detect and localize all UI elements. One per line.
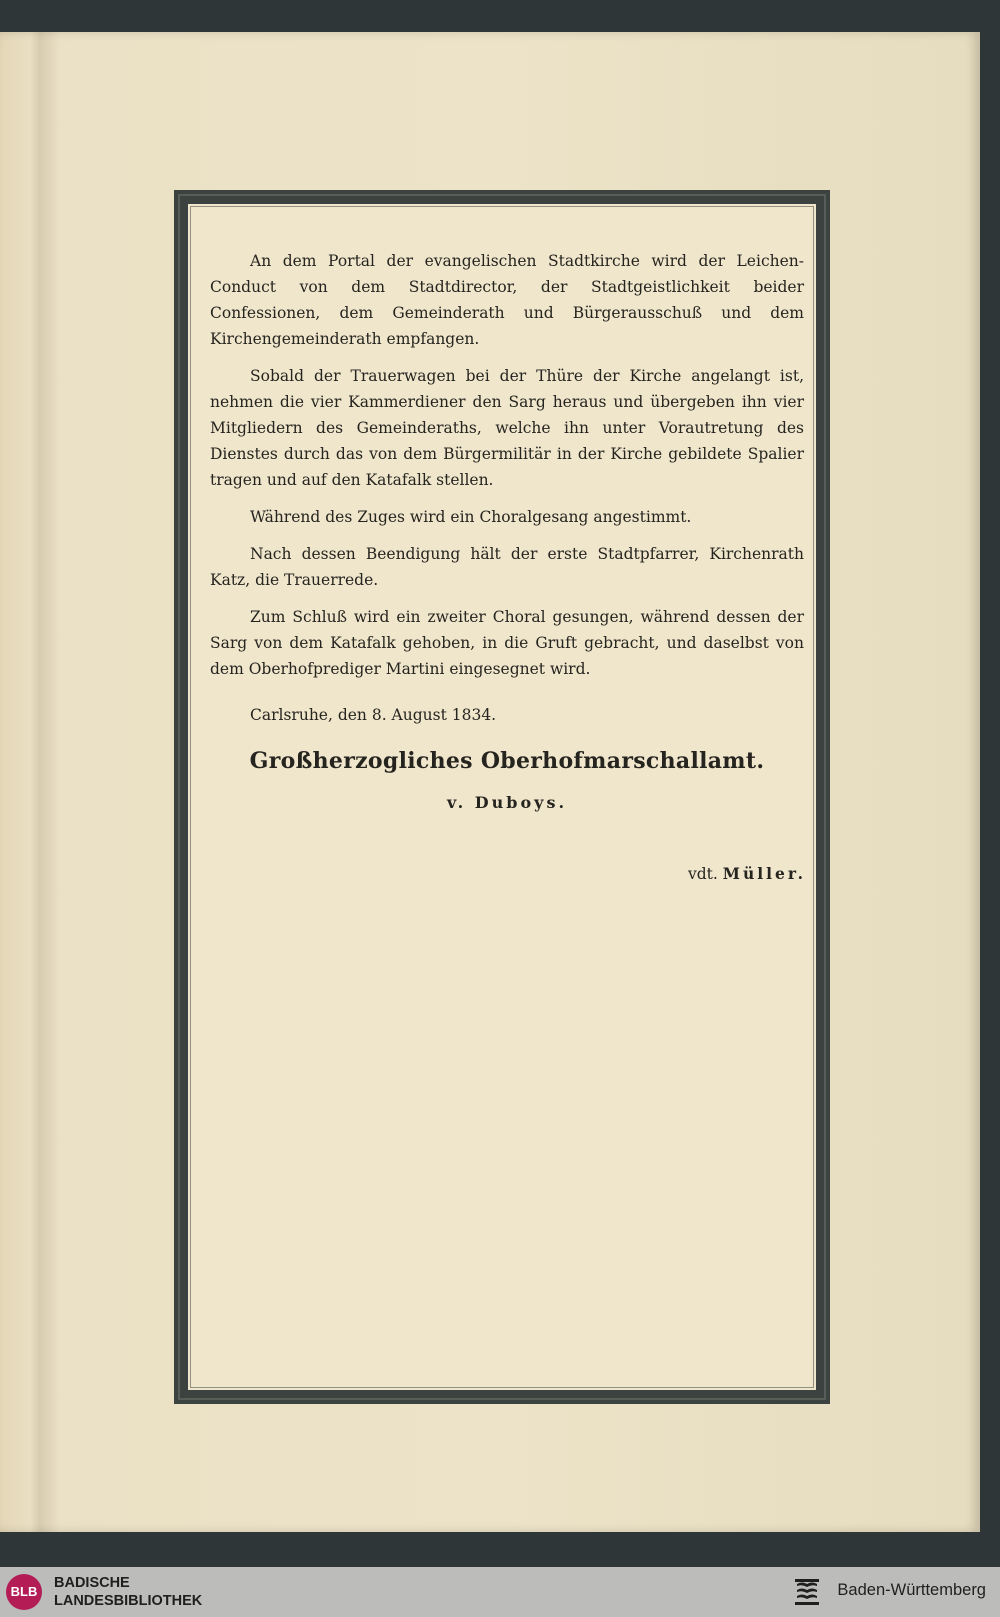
vidit-name: Müller.: [722, 864, 806, 883]
footer-bar: [0, 1567, 1000, 1617]
state-name[interactable]: Baden-Württemberg: [837, 1581, 986, 1599]
vidit-prefix: vdt.: [688, 865, 718, 883]
signer-name: v. Duboys.: [446, 793, 568, 812]
mourning-border-frame: [174, 190, 830, 1404]
issuing-office: Großherzogliches Oberhofmarschallamt.: [249, 748, 765, 774]
paragraph-5: Zum Schluß wird ein zweiter Choral gesungen, während dessen der Sarg von dem Katafalk gehoben, in die Gruft gebracht, und daselbst von dem Oberhofprediger Martini eingesegnet wird.: [210, 608, 804, 678]
blb-logo-icon[interactable]: BLB: [6, 1574, 42, 1610]
paper-sheet: [0, 32, 980, 1532]
paragraph-3: Während des Zuges wird ein Choralgesang angestimmt.: [250, 508, 692, 526]
date-line: Carlsruhe, den 8. August 1834.: [250, 706, 497, 724]
document-body: [210, 248, 804, 816]
library-name-line1: BADISCHE: [54, 1575, 130, 1591]
vidit-signature: [688, 864, 806, 883]
paragraph-4: Nach dessen Beendigung hält der erste Stadtpfarrer, Kirchenrath Katz, die Trauerrede.: [210, 545, 804, 589]
paragraph-1: An dem Portal der evangelischen Stadtkirche wird der Leichen-Conduct von dem Stadtdirector, der Stadtgeistlichkeit beider Confessionen, dem Gemeinderath und Bürgerausschuß und dem Kirchengemeinderath empfangen.: [210, 252, 804, 348]
library-name[interactable]: [54, 1574, 202, 1610]
library-name-line2: LANDESBIBLIOTHEK: [54, 1593, 203, 1609]
baden-wuerttemberg-lions-icon: [792, 1575, 822, 1609]
paragraph-2: Sobald der Trauerwagen bei der Thüre der Kirche angelangt ist, nehmen die vier Kammerdiener den Sarg heraus und übergeben ihn vier Mitgliedern des Gemeinderaths, welche ihn unter Vorautretung des Dienstes durch das von dem Bürgermilitär in der Kirche gebildete Spalier tragen und auf den Katafalk stellen.: [210, 367, 804, 489]
